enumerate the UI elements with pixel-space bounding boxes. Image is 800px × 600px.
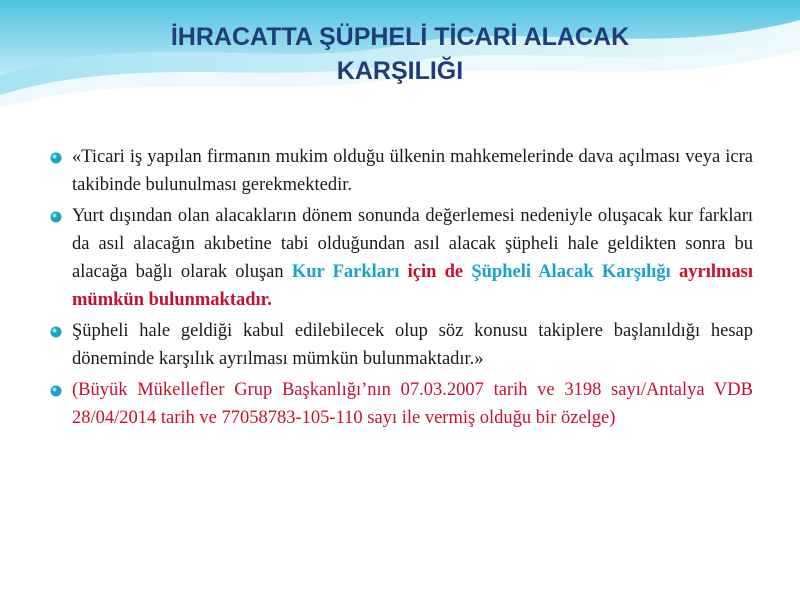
highlight-icin-de: için de: [399, 262, 472, 282]
bullet-text: Yurt dışından olan alacakların dönem sonunda değerlemesi nedeniyle oluşacak kur farkları da asıl alacağın akıbetine tabi olduğundan asıl alacak şüpheli hale geldikten sonra bu alacağa bağlı olarak oluşan: [72, 206, 753, 282]
bullet-text-source: (Büyük Mükellefler Grup Başkanlığı’nın 07.03.2007 tarih ve 3198 sayı/Antalya VDB 28/04/2014 tarih ve 77058783-105-110 sayı ile vermiş olduğu bir özelge): [72, 380, 753, 428]
bullet-text: «Ticari iş yapılan firmanın mukim olduğu ülkenin mahkemelerinde dava açılması veya icra takibinde bulunulması gerekmektedir.: [72, 147, 753, 195]
bullet-item-1: [50, 143, 753, 199]
slide-title-line1: İHRACATTA ŞÜPHELİ TİCARİ ALACAK: [170, 23, 630, 51]
bullet-item-3: [50, 317, 753, 373]
highlight-kur-farklari: Kur Farkları: [291, 262, 400, 282]
bullet-item-2: [50, 202, 753, 314]
bullet-list: [50, 143, 753, 435]
slide-title-line2: KARŞILIĞI: [336, 57, 464, 85]
bullet-icon: [50, 211, 62, 223]
bullet-item-4: [50, 376, 753, 432]
bullet-text: Şüpheli hale geldiği kabul edilebilecek olup söz konusu takiplere başlanıldığı hesap döneminde karşılık ayrılması mümkün bulunmaktadır.»: [72, 321, 753, 369]
bullet-icon: [50, 385, 62, 397]
highlight-ayrilmasi-mumkun: ayrılması mümkün bulunmaktadır.: [72, 262, 753, 310]
slide-title: [80, 20, 720, 88]
bullet-icon: [50, 326, 62, 338]
bullet-icon: [50, 152, 62, 164]
highlight-supheli-alacak-karsiligi: Şüpheli Alacak Karşılığı: [471, 262, 671, 282]
